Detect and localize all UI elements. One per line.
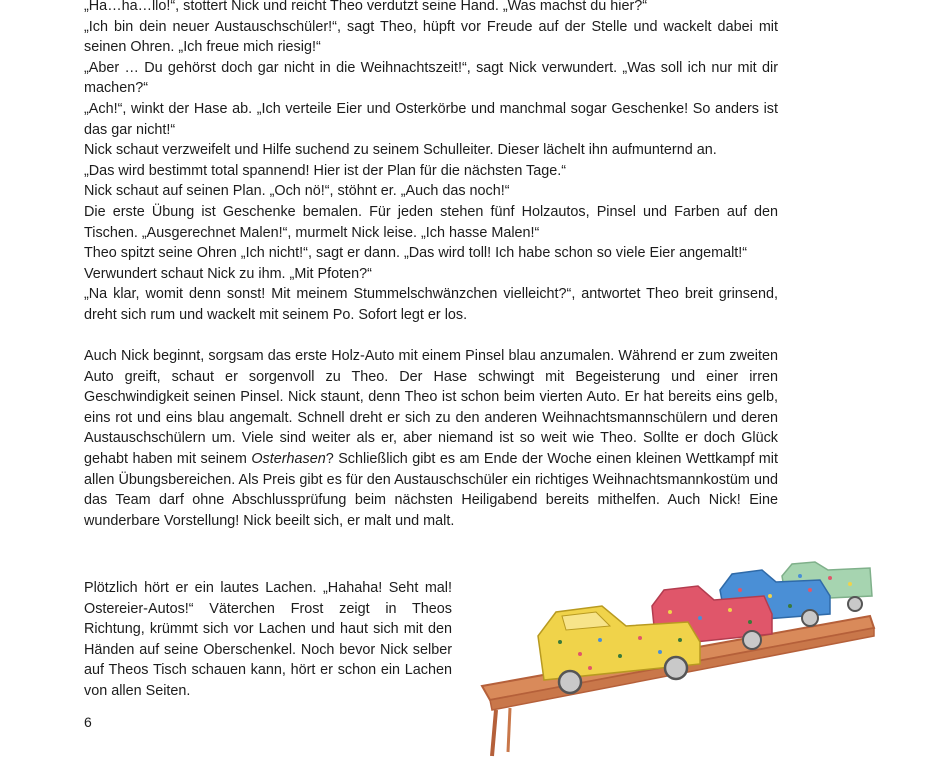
paragraph: Theo spitzt seine Ohren „Ich nicht!“, sagt er dann. „Das wird toll! Ich habe schon so viele Eier angemalt!“	[84, 245, 748, 262]
paragraph: „Ich bin dein neuer Austauschschüler!“, sagt Theo, hüpft vor Freude auf der Stelle und wackelt dabei mit seinen Ohren. „Ich freue mich riesig!“	[84, 18, 778, 56]
text-run: Auch Nick beginnt, sorgsam das erste Holz-Auto mit einem Pinsel blau anzumalen. Während er zum zweiten Auto greift, schaut er sorgenvoll zu Theo. Der Hase schwingt mit Begeisterung und einer irren Geschwindigkeit seinen Pinsel. Nick staunt, denn Theo ist schon beim vierten Auto. Er hat bereits eins gelb, eins rot und eins blau angemalt. Schnell dreht er sich zu den anderen Weihnachtsmannschülern und deren Austauschschülern um. Viele sind weiter als er, aber niemand ist so weit wie Theo. Sollte er doch Glück gehabt haben mit seinem	[84, 348, 778, 468]
paragraph-nick-paints	[84, 346, 778, 531]
story-text-wrapped	[84, 578, 452, 702]
page-number: 6	[84, 714, 92, 730]
paragraph: Verwundert schaut Nick zu ihm. „Mit Pfoten?“	[84, 265, 372, 282]
story-text-top	[84, 0, 778, 531]
paragraph: „Das wird bestimmt total spannend! Hier ist der Plan für die nächsten Tage.“	[84, 162, 567, 179]
text-run: ? Schließlich gibt es am Ende der Woche einen kleinen Wettkampf mit allen Übungsbereichen. Als Preis gibt es für den Austauschschüler ein richtiges Weihnachtsmannkostüm und das Team darf ohne Abschlussprüfung beim nächsten Heiligabend bereits mithelfen. Auch Nick! Eine wunderbare Vorstellung! Nick beeilt sich, er malt und malt.	[84, 451, 778, 529]
paragraph: Nick schaut verzweifelt und Hilfe suchend zu seinem Schulleiter. Dieser lächelt ihn aufmunternd an.	[84, 142, 717, 159]
paragraph-laughter: Plötzlich hört er ein lautes Lachen. „Hahaha! Seht mal! Ostereier-Autos!“ Väterchen Frost zeigt in Theos Richtung, krümmt sich vor Lachen und haut sich mit den Händen auf seine Oberschenkel. Noch bevor Nick selber auf Theos Tisch schauen kann, hört er schon ein Lachen von allen Seiten.	[84, 580, 452, 699]
table-leg	[492, 710, 496, 756]
paragraph: „Ha…ha…llo!“, stottert Nick und reicht Theo verdutzt seine Hand. „Was machst du hier?“	[84, 0, 648, 14]
illustration-painted-cars	[470, 556, 890, 760]
emphasis-osterhasen: Osterhasen	[251, 451, 326, 468]
paragraph: Nick schaut auf seinen Plan. „Och nö!“, stöhnt er. „Auch das noch!“	[84, 183, 510, 200]
table-leg	[508, 708, 510, 752]
paragraph: „Ach!“, winkt der Hase ab. „Ich verteile Eier und Osterkörbe und manchmal sogar Geschenke! So anders ist das gar nicht!“	[84, 100, 778, 138]
paragraph: „Aber … Du gehörst doch gar nicht in die Weihnachtszeit!“, sagt Nick verwundert. „Was soll ich nur mit dir machen?“	[84, 59, 778, 97]
paragraph: „Na klar, womit denn sonst! Mit meinem Stummelschwänzchen vielleicht?“, antwortet Theo breit grinsend, dreht sich rum und wackelt mit seinem Po. Sofort legt er los.	[84, 286, 778, 323]
paragraph: Die erste Übung ist Geschenke bemalen. Für jeden stehen fünf Holzautos, Pinsel und Farben auf den Tischen. „Ausgerechnet Malen!“, murmelt Nick leise. „Ich hasse Malen!“	[84, 203, 778, 241]
